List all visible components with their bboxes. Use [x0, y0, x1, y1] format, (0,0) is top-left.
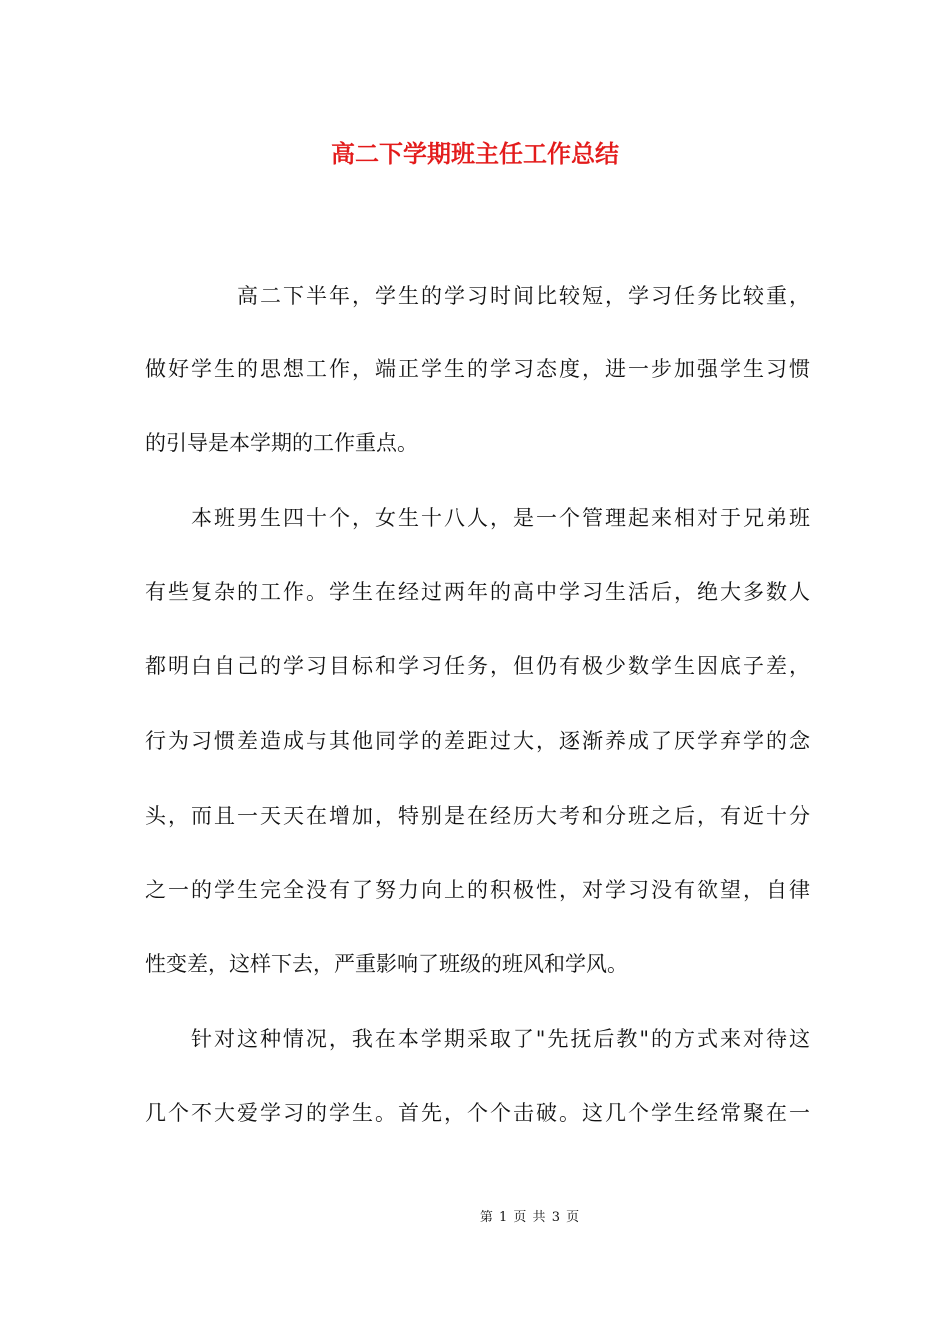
paragraph-1-line-2: 做好学生的思想工作，端正学生的学习态度，进一步加强学生习惯 — [145, 357, 810, 381]
paragraph-2-line-4: 行为习惯差造成与其他同学的差距过大，逐渐养成了厌学弃学的念 — [145, 729, 810, 753]
document-title: 高二下学期班主任工作总结 — [331, 139, 619, 168]
paragraph-1-line-1: 高二下半年，学生的学习时间比较短，学习任务比较重， — [145, 284, 810, 308]
paragraph-3-line-1: 针对这种情况，我在本学期采取了"先抚后教"的方式来对待这 — [145, 1027, 810, 1051]
page-number-footer: 第 1 页 共 3 页 — [479, 1210, 581, 1225]
paragraph-1-line-3: 的引导是本学期的工作重点。 — [145, 431, 418, 455]
paragraph-2-line-3: 都明白自己的学习目标和学习任务，但仍有极少数学生因底子差， — [145, 654, 810, 678]
paragraph-2-line-7: 性变差，这样下去，严重影响了班级的班风和学风。 — [145, 952, 628, 976]
paragraph-3-line-2: 几个不大爱学习的学生。首先，个个击破。这几个学生经常聚在一 — [145, 1101, 810, 1125]
paragraph-2-line-6: 之一的学生完全没有了努力向上的积极性，对学习没有欲望，自律 — [145, 878, 810, 902]
paragraph-2-line-5: 头，而且一天天在增加，特别是在经历大考和分班之后，有近十分 — [145, 804, 810, 828]
paragraph-2-line-2: 有些复杂的工作。学生在经过两年的高中学习生活后，绝大多数人 — [145, 580, 810, 604]
paragraph-2-line-1: 本班男生四十个，女生十八人，是一个管理起来相对于兄弟班 — [145, 506, 810, 530]
